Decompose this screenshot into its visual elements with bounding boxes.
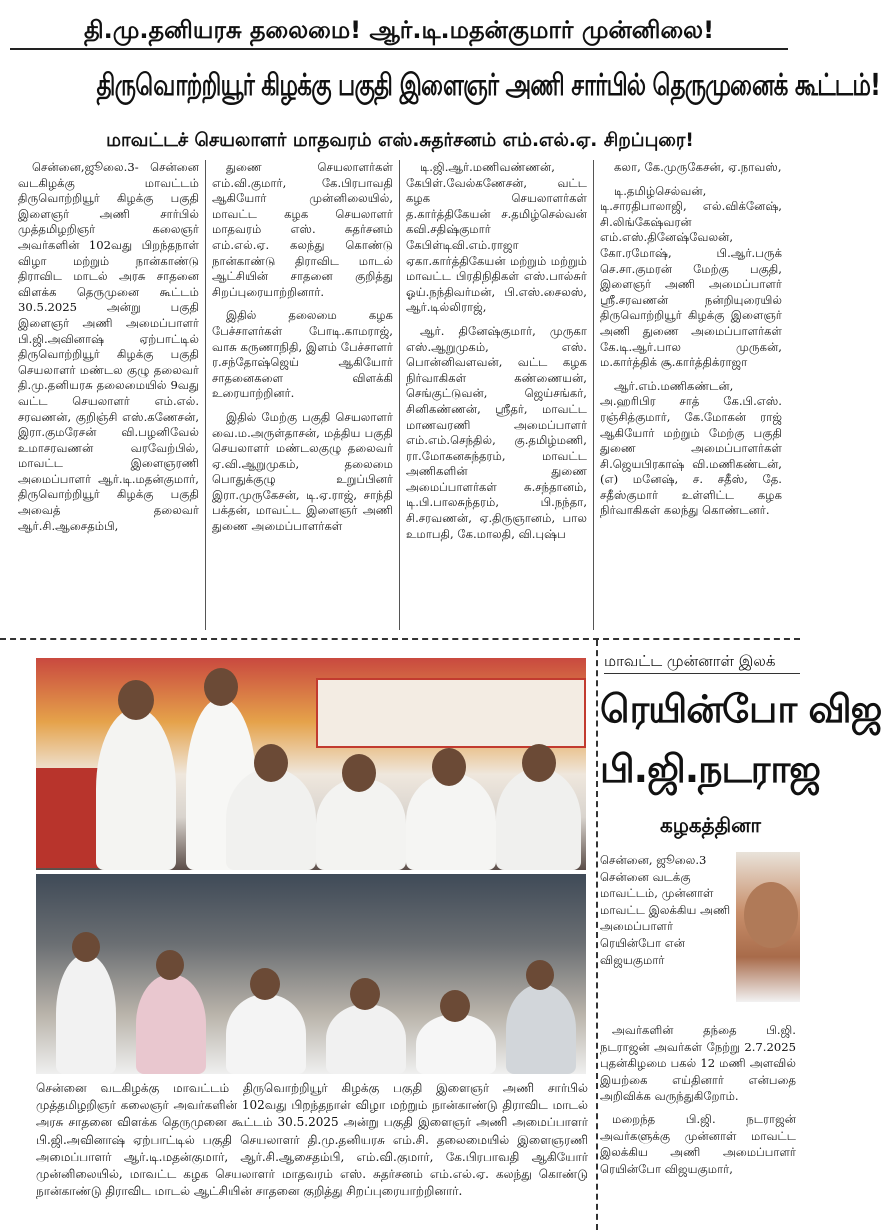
paragraph: மறைந்த பி.ஜி. நடராஜன் அவர்களுக்கு முன்னாள் மாவட்ட இலக்கிய அணி அமைப்பாளர் ரெயின்போ விஜயகுமார், [600, 1111, 796, 1176]
event-photo-stage [36, 658, 586, 870]
article-column-4 [594, 160, 788, 630]
person-head [156, 950, 184, 980]
paragraph: அவர்களின் தந்தை பி.ஜி. நடராஜன் அவர்கள் நேற்று 2.7.2025 புதன்கிழமை பகல் 12 மணி அளவில் இயற்கை எய்தினார் என்பதை அறிவிக்க வருந்துகிறோம். [600, 1023, 796, 1104]
person-figure [96, 708, 176, 870]
paragraph: இதில் தலைமை கழக பேச்சாளர்கள் போடி.காமராஜ், வாசு கருணாநிதி, இளம் பேச்சாளர் ர.சந்தோஷ்ஜெய் ஆகியோர் சாதனைகளை விளக்கி உரையாற்றினர். [212, 308, 393, 401]
article-kicker: தி.மு.தனியரசு தலைமை! ஆர்.டி.மதன்குமார் முன்னிலை! [10, 10, 788, 50]
second-article-subhead: கழகத்தினா [660, 813, 761, 837]
article-headline: திருவொற்றியூர் கிழக்கு பகுதி இளைஞர் அணி சார்பில் தெருமுனைக் கூட்டம்! [96, 68, 880, 103]
stage-banner [316, 678, 586, 748]
person-head [118, 680, 154, 720]
person-head [350, 978, 380, 1010]
person-figure [56, 954, 116, 1074]
person-figure [136, 974, 206, 1074]
second-article-body-top: சென்னை, ஜூலை.3 சென்னை வடக்கு மாவட்டம், முன்னாள் மாவட்ட இலக்கிய அணி அமைப்பாளர் ரெயின்போ என் விஜயகுமார் [600, 853, 731, 967]
article-subhead: மாவட்டச் செயலாளர் மாதவரம் எஸ்.சுதர்சனம் எம்.எல்.ஏ. சிறப்புரை! [106, 130, 694, 151]
portrait-head [744, 882, 798, 948]
article-body [12, 160, 788, 630]
person-head [72, 932, 100, 962]
person-figure [406, 773, 496, 870]
person-figure [506, 984, 576, 1074]
second-article-headline-line2: பி.ஜி.நடராஜ [600, 747, 820, 791]
column-divider [596, 640, 598, 1230]
paragraph: துணை செயலாளர்கள் எம்.வி.குமார், கே.பிரபாவதி ஆகியோர் முன்னிலையில், மாவட்ட கழக செயலாளர் மாதவரம் எஸ். சுதர்சனம் எம்.எல்.ஏ. கலந்து கொண்டு நான்காண்டு திராவிட மாடல் ஆட்சியின் சாதனை குறித்து சிறப்புரையாற்றினார். [212, 160, 393, 299]
person-head [204, 668, 238, 706]
person-head [522, 744, 556, 782]
article-column-1 [12, 160, 206, 630]
portrait-photo [736, 852, 800, 1002]
person-figure [226, 994, 306, 1074]
paragraph: சென்னை,ஜூலை.3- சென்னை வடகிழக்கு மாவட்டம் திருவொற்றியூர் கிழக்கு பகுதி இளைஞர் அணி சார்பில் முத்தமிழறிஞர் கலைஞர் அவர்களின் 102வது பிறந்தநாள் விழா மற்றும் நான்காண்டு திராவிட மாடல் அரசு சாதனை விளக்க தெருமுனை கூட்டம் 30.5.2025 அன்று பகுதி இளைஞர் அணி அமைப்பாளர் பி.ஜி.அவினாஷ் ஏற்பாட்டில் திருவொற்றியூர் கிழக்கு பகுதி செயலாளர் மண்டல குழு தலைவர் தி.மு.தனியரசு தலைமையில் 9வது வட்ட செயலாளர் எம்.எல். சரவணன், குறிஞ்சி எஸ்.கணேசன், இரா.குமரேசன் வி.பழனிவேல் உமாசரவணன் வரவேற்பில், மாவட்ட இளைஞரணி அமைப்பாளர் ஆர்.டி.மதன்குமார், திருவொற்றியூர் கிழக்கு பகுதி அவைத் தலைவர் ஆர்.சி.ஆசைதம்பி, [18, 160, 199, 533]
person-figure [326, 1004, 406, 1074]
person-figure [416, 1014, 496, 1074]
paragraph: ஆர். தினேஷ்குமார், முருகா எஸ்.ஆறுமுகம், எஸ். பொன்னிவளவன், வட்ட கழக நிர்வாகிகள் கண்ணையன், செங்குட்டுவன், ஜெய்சங்கர், சினிகண்ணன், ஸ்ரீதர், மாவட்ட மாணவரணி அமைப்பாளர் எம்.எம்.செந்தில், கு.தமிழ்மணி, ரா.மோகனசுந்தரம், மாவட்ட அணிகளின் துணை அமைப்பாளர்கள் சு.சந்தானம், டி.பி.பாலசுந்தரம், பி.நந்தா, சி.சரவணன், ஏ.திருஞானம், பால உமாபதி, கே.மாலதி, வி.புஷ்ப [406, 323, 587, 541]
person-head [526, 960, 554, 990]
paragraph: ஆர்.எம்.மணிகண்டன், அ.ஹரிபிர சாத் கே.பி.எஸ். ரஞ்சித்குமார், கே.மோகன் ராஜ் ஆகியோர் மற்றும் மேற்கு பகுதி துணை அமைப்பாளர்கள் சி.ஜெயபிரகாஷ் வி.மணிகண்டன், (எ) மனேஷ், ச. சதீஸ், தே. சதீஸ்குமார் உள்ளிட்ட கழக நிர்வாகிகள் கலந்து கொண்டனர். [600, 378, 782, 518]
person-head [342, 754, 376, 792]
article-column-2 [206, 160, 400, 630]
person-head [254, 744, 288, 782]
article-column-3 [400, 160, 594, 630]
second-article-kicker: மாவட்ட முன்னாள் இலக் [604, 648, 800, 674]
photo-caption: சென்னை வடகிழக்கு மாவட்டம் திருவொற்றியூர் கிழக்கு பகுதி இளைஞர் அணி சார்பில் முத்தமிழறிஞர் கலைஞர் அவர்களின் 102வது பிறந்தநாள் விழா மற்றும் நான்காண்டு திராவிட மாடல் அரசு சாதனை விளக்க தெருமுனை கூட்டம் 30.5.2025 அன்று பகுதி இளைஞர் அணி அமைப்பாளர் பி.ஜி.அவினாஷ் ஏற்பாட்டில் பகுதி செயலாளர் தி.மு.தனியரசு எம்.சி. தலைமையில் இளைஞரணி அமைப்பாளர் ஆர்.டி.மதன்குமார், ஆர்.சி.ஆசைதம்பி, எம்.வி.குமார், கே.பிரபாவதி ஆகியோர் முன்னிலையில், மாவட்ட கழக செயலாளர் மாதவரம் எஸ். சுதர்சனம் எம்.எல்.ஏ. கலந்து கொண்டு நான்காண்டு திராவிட மாடல் ஆட்சியின் சாதனை குறித்து சிறப்புரையாற்றினார். [36, 1081, 588, 1199]
event-photo-audience [36, 874, 586, 1074]
person-head [432, 748, 466, 786]
paragraph: டி.ஜி.ஆர்.மணிவண்ணன், கேபிள்.வேல்கணேசன், வட்ட கழக செயலாளர்கள் த.கார்த்திகேயன் ச.தமிழ்செல்வன் கவி.சதிஷ்குமார் கேபிள்டிவி.எம்.ராஜா ஏகா.கார்த்திகேயன் மற்றும் மற்றும் மாவட்ட பிரதிநிதிகள் எஸ்.பால்சுர் ஓய்.நந்திவர்மன், பி.எஸ்.சைலஸ், ஆர்.டில்லிராஜ், [406, 160, 587, 315]
paragraph: கலா, கே.முருகேசன், ஏ.நாவஸ், [614, 160, 782, 174]
paragraph: டி.தமிழ்செல்வன், டி.சாரதிபாலாஜி, எல்.விக்னேஷ், சி.லிங்கேஷ்வரன் எம்.எஸ்.தினேஷ்வேலன், கோ.ரமோஷ், பி.ஆர்.பருக் செ.சா.குமரன் மேற்கு பகுதி, இளைஞர் அணி அமைப்பாளர் ஸ்ரீ.சரவணன் நன்றியுரையில் திருவொற்றியூர் கிழக்கு இளைஞர் அணி துணை அமைப்பாளர்கள் கே.டி.ஆர்.பால முருகன், ம.கார்த்திக் சூ.கார்த்திக்ராஜா [600, 183, 782, 370]
person-head [440, 990, 470, 1022]
section-divider [0, 638, 800, 640]
paragraph: இதில் மேற்கு பகுதி செயலாளர் வை.ம.அருள்தாசன், மத்திய பகுதி செயலாளர் மண்டலகுழு தலைவர் ஏ.வி.ஆறுமுகம், தலைமை பொதுக்குழு உறுப்பினர் இரா.முருகேசன், டி.ஏ.ராஜ், சாந்தி பக்தன், மாவட்ட இளைஞர் அணி துணை அமைப்பாளர்கள் [212, 409, 393, 534]
second-article-headline-line1: ரெயின்போ விஜ [600, 687, 881, 731]
person-head [250, 968, 280, 1000]
second-article-body-bottom [600, 1022, 796, 1226]
person-figure [226, 768, 316, 870]
person-figure [496, 768, 581, 870]
